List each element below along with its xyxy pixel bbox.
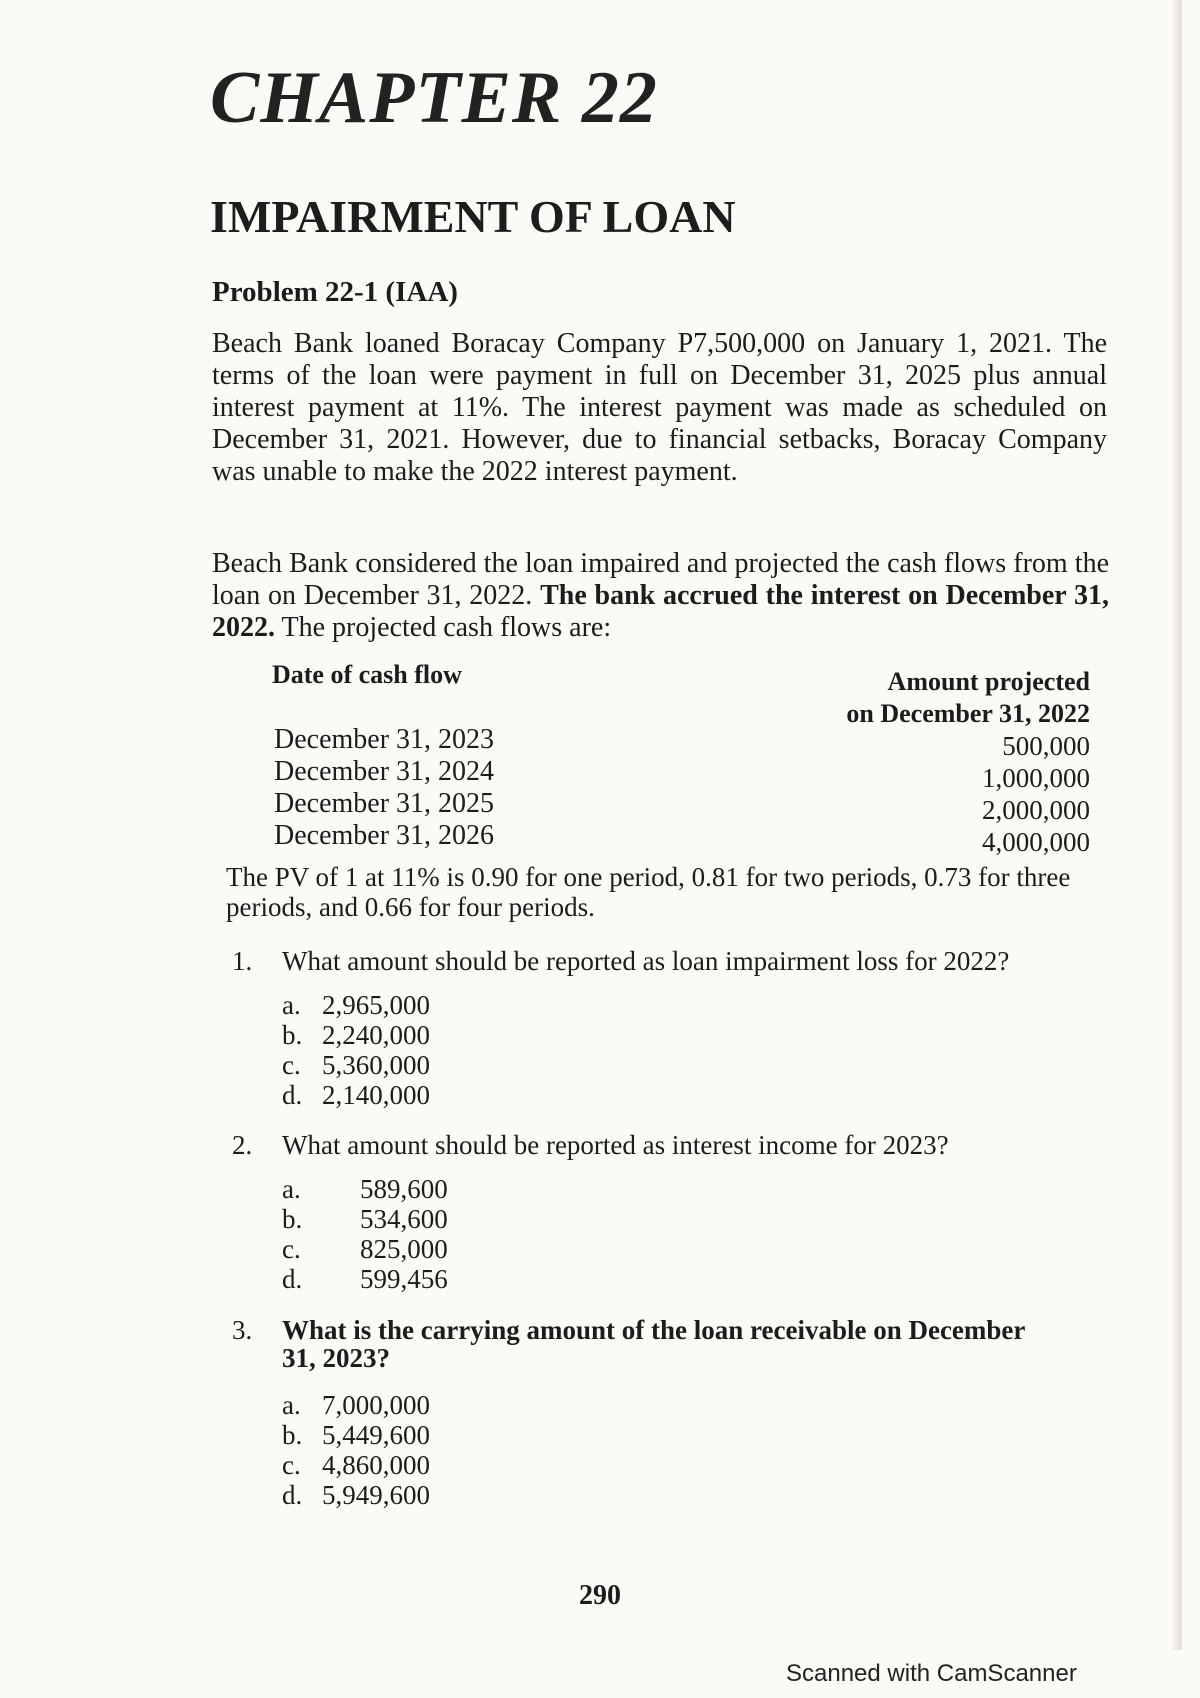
question-number: 1. — [232, 946, 253, 976]
cash-flow-date: December 31, 2026 — [274, 820, 495, 851]
option-letter: c. — [282, 1234, 301, 1264]
option-value: 5,449,600 — [322, 1420, 430, 1450]
question-number: 2. — [232, 1130, 253, 1160]
chapter-heading: CHAPTER 22 — [210, 57, 658, 139]
option — [282, 1234, 448, 1264]
option-value: 5,949,600 — [322, 1480, 430, 1510]
cash-flow-amount: 500,000 — [1002, 731, 1090, 761]
paragraph-2-bold-part: The bank accrued the interest on December 31, 2022. — [212, 580, 1109, 643]
option-value: 5,360,000 — [322, 1050, 430, 1080]
option-value: 589,600 — [360, 1174, 448, 1204]
option-value: 599,456 — [360, 1264, 448, 1294]
cash-flow-amount-header — [730, 666, 1090, 730]
question-text: What is the carrying amount of the loan receivable on December — [282, 1315, 1026, 1345]
problem-heading: Problem 22-1 (IAA) — [212, 276, 458, 308]
option-letter: c. — [282, 1050, 301, 1080]
cash-flow-dates — [274, 724, 494, 852]
option-letter: b. — [282, 1020, 303, 1050]
question-1 — [232, 946, 1112, 977]
option — [282, 1390, 430, 1420]
question-text: What amount should be reported as loan impairment loss for 2022? — [282, 946, 1010, 976]
problem-paragraph-2 — [212, 548, 1109, 644]
option-letter: a. — [282, 1174, 301, 1204]
cash-flow-amount: 4,000,000 — [982, 827, 1090, 857]
paragraph-2-part-3: The projected cash flows are: — [281, 612, 612, 643]
option-letter: a. — [282, 990, 301, 1020]
option — [282, 1020, 430, 1050]
present-value-note: The PV of 1 at 11% is 0.90 for one period, 0.81 for two periods, 0.73 for three periods, and 0.66 for four periods. — [226, 862, 1071, 922]
option-value: 2,140,000 — [322, 1080, 430, 1110]
cash-flow-date-header: Date of cash flow — [272, 660, 462, 689]
option — [282, 1450, 430, 1480]
option-letter: a. — [282, 1390, 301, 1420]
option — [282, 1420, 430, 1450]
amount-header-line-2: on December 31, 2022 — [846, 699, 1090, 728]
scanner-watermark: Scanned with CamScanner — [786, 1660, 1077, 1687]
option-letter: b. — [282, 1204, 303, 1234]
cash-flow-amount: 2,000,000 — [982, 795, 1090, 825]
option-value: 2,240,000 — [322, 1020, 430, 1050]
paragraph-2-part-1: Beach Bank considered the loan impaired and projected the cash flows from the loan on December 31, 2022. — [212, 548, 1109, 611]
option — [282, 1480, 430, 1510]
question-3 — [232, 1316, 1112, 1372]
option — [282, 1264, 448, 1294]
option — [282, 990, 430, 1020]
question-text-continued: 31, 2023? — [282, 1343, 390, 1373]
option-value: 825,000 — [360, 1234, 448, 1264]
question-text: What amount should be reported as interest income for 2023? — [282, 1130, 949, 1160]
problem-paragraph-1: Beach Bank loaned Boracay Company P7,500,000 on January 1, 2021. The terms of the loan were payment in full on December 31, 2025 plus annual interest payment at 11%. The interest payment was made as scheduled on December 31, 2021. However, due to financial setbacks, Boracay Company was unable to make the 2022 interest payment. — [212, 328, 1107, 487]
option-letter: d. — [282, 1080, 303, 1110]
option — [282, 1174, 448, 1204]
option-letter: c. — [282, 1450, 301, 1480]
option — [282, 1080, 430, 1110]
amount-header-line-1: Amount projected — [887, 667, 1090, 696]
page-number: 290 — [579, 1580, 621, 1611]
question-2-options — [282, 1174, 448, 1294]
option-letter: d. — [282, 1480, 303, 1510]
cash-flow-amount: 1,000,000 — [982, 763, 1090, 793]
question-number: 3. — [232, 1315, 253, 1345]
option-letter: b. — [282, 1420, 303, 1450]
page-edge-shadow — [1172, 0, 1182, 1650]
option-letter: d. — [282, 1264, 303, 1294]
option-value: 2,965,000 — [322, 990, 430, 1020]
option-value: 534,600 — [360, 1204, 448, 1234]
chapter-title: IMPAIRMENT OF LOAN — [210, 191, 736, 242]
option-value: 7,000,000 — [322, 1390, 430, 1420]
option-value: 4,860,000 — [322, 1450, 430, 1480]
cash-flow-date: December 31, 2024 — [274, 756, 495, 787]
cash-flow-date: December 31, 2023 — [274, 724, 495, 755]
cash-flow-date: December 31, 2025 — [274, 788, 495, 819]
option — [282, 1050, 430, 1080]
cash-flow-amounts — [890, 730, 1090, 858]
question-3-options — [282, 1390, 430, 1510]
option — [282, 1204, 448, 1234]
question-1-options — [282, 990, 430, 1110]
question-2 — [232, 1130, 1112, 1161]
